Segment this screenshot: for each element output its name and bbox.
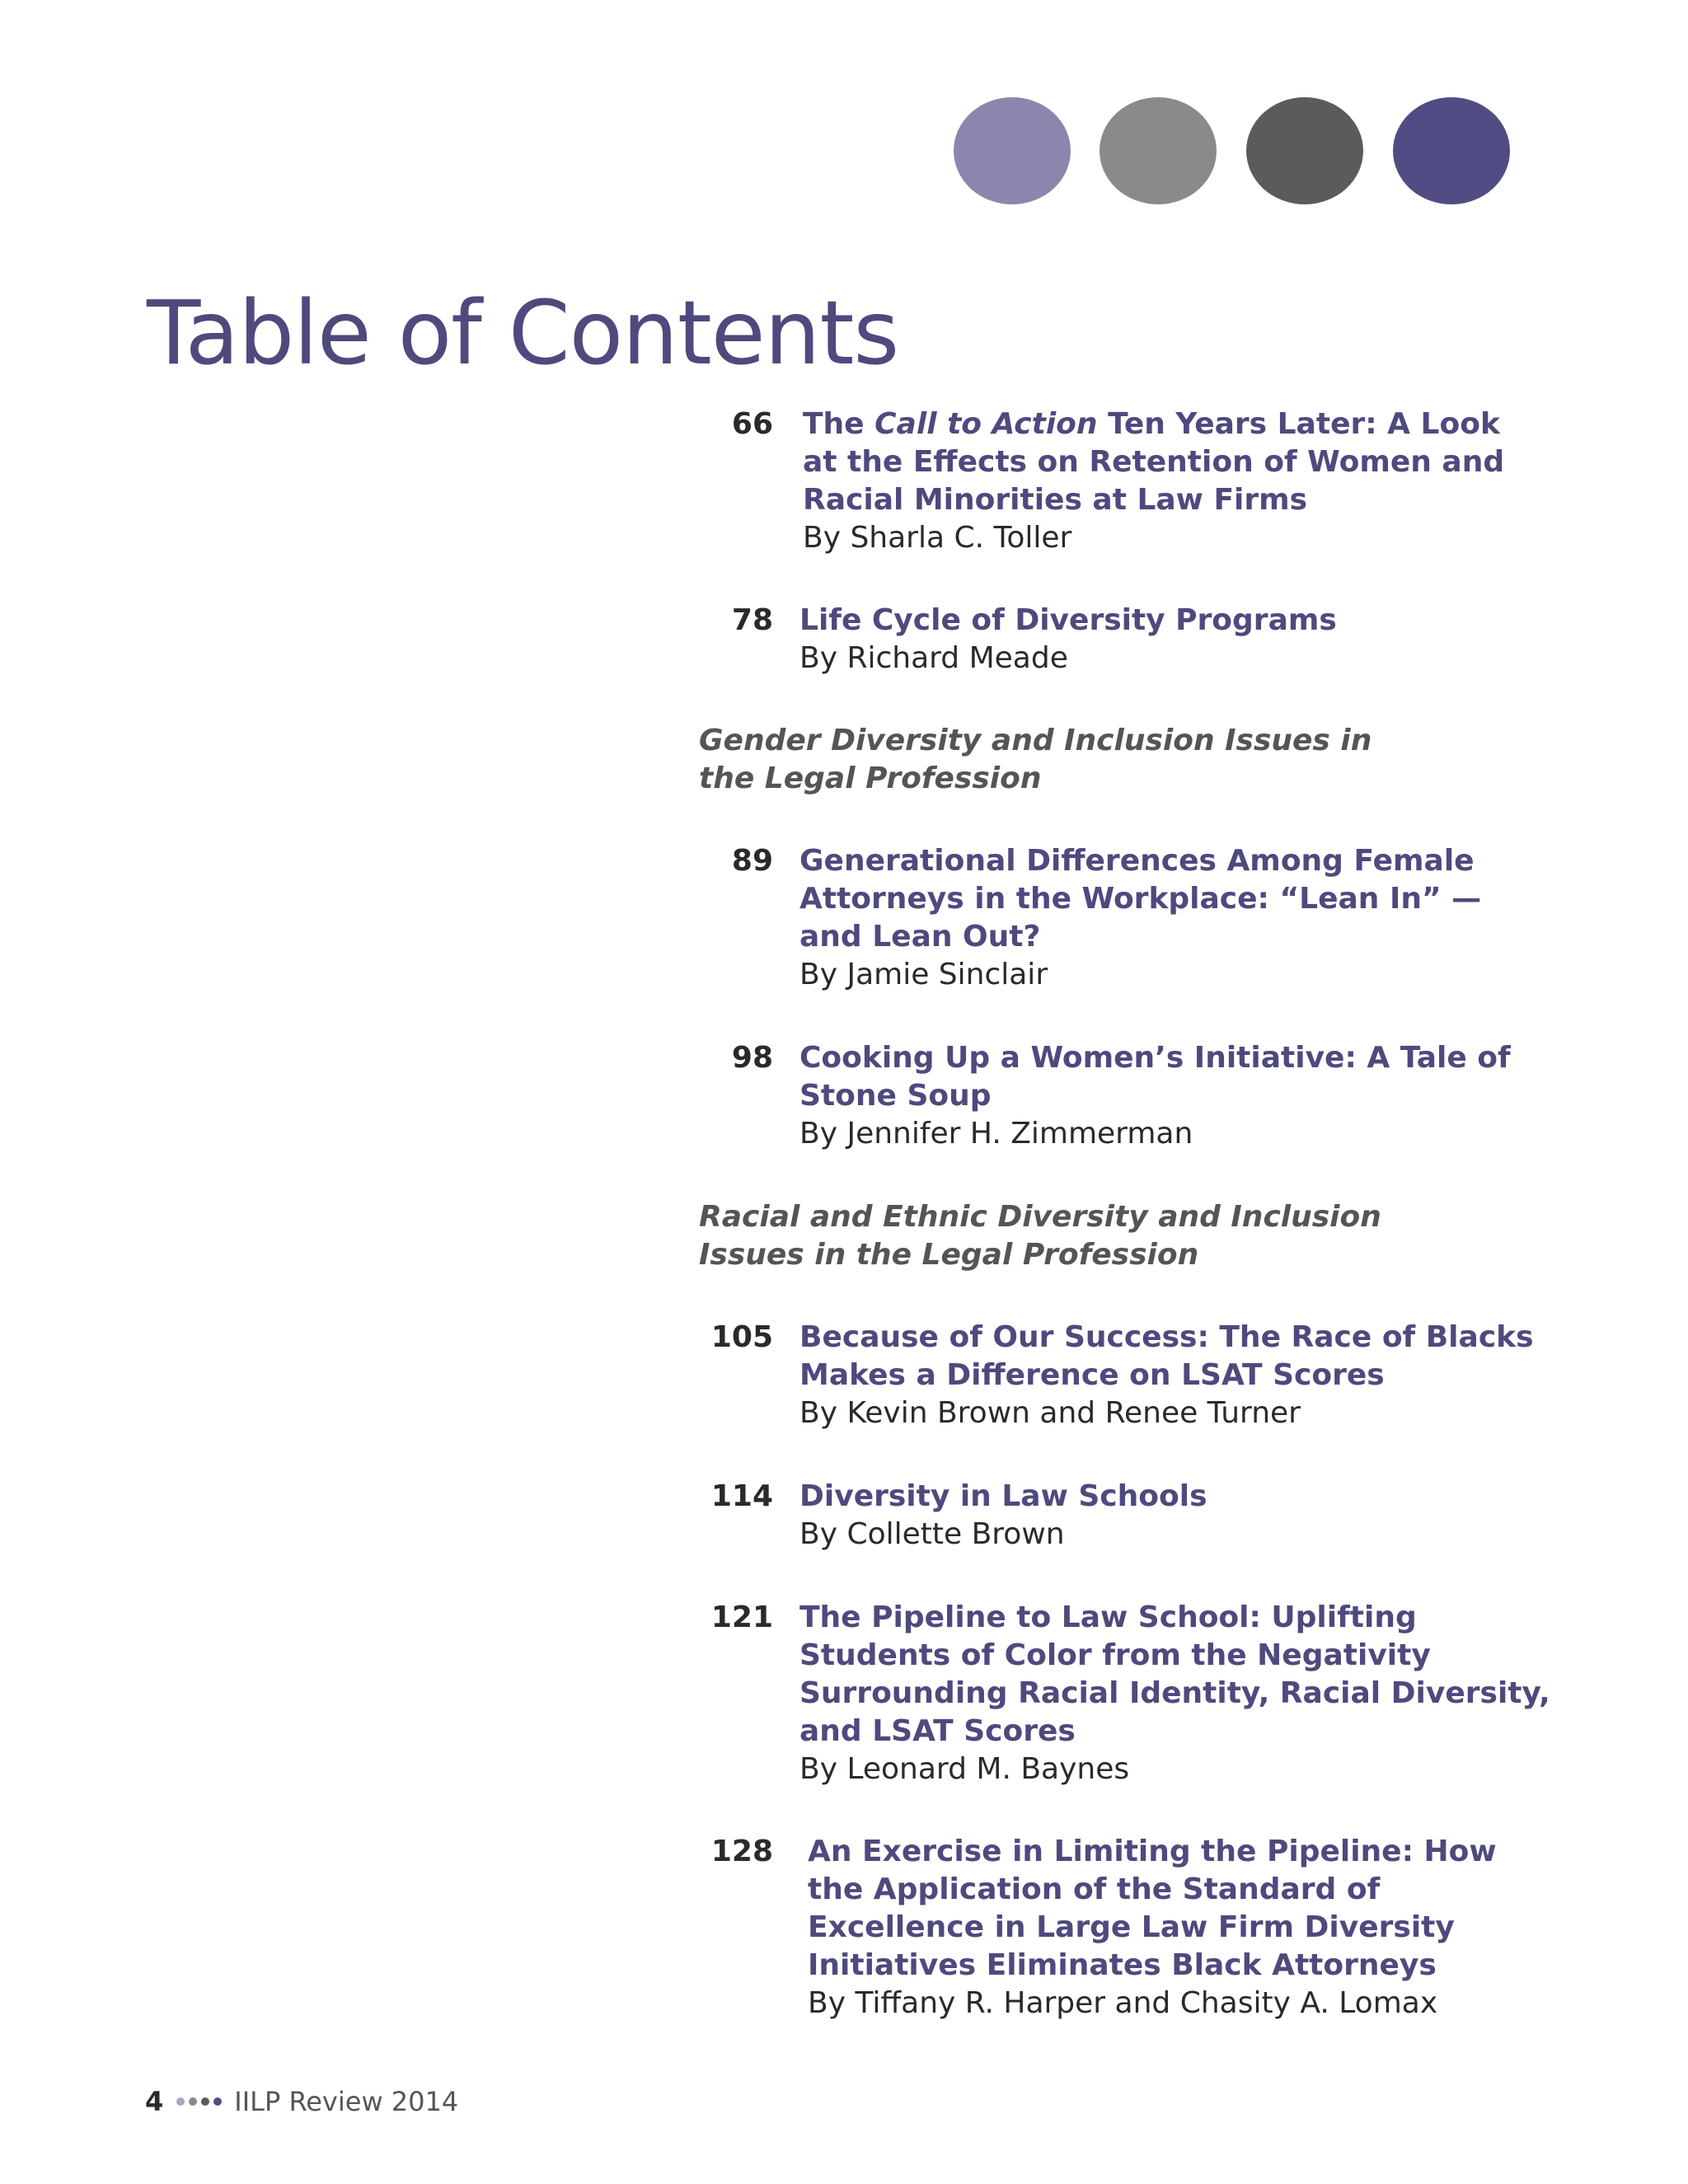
footer-dot-icon: [201, 2097, 209, 2106]
footer-publication: IILP Review 2014: [234, 2086, 459, 2117]
toc-section-heading: Racial and Ethnic Diversity and Inclusion Issues in the Legal Profession: [699, 1200, 1381, 1272]
toc-title-line: Initiatives Eliminates Black Attorneys: [808, 1948, 1437, 1982]
decor-dot-darkgray: [1246, 97, 1363, 204]
page-title: Table of Contents: [147, 283, 899, 385]
toc-title-line: Cooking Up a Women’s Initiative: A Tale of: [799, 1041, 1511, 1075]
toc-page-number: 105: [710, 1320, 773, 1354]
toc-title-line: An Exercise in Limiting the Pipeline: How: [808, 1835, 1497, 1868]
toc-title-line: the Application of the Standard of: [808, 1872, 1381, 1906]
toc-title-line: Diversity in Law Schools: [799, 1479, 1207, 1513]
decor-dot-gray: [1100, 97, 1217, 204]
toc-title-line: Attorneys in the Workplace: “Lean In” —: [799, 882, 1482, 916]
toc-title-line: Excellence in Large Law Firm Diversity: [808, 1910, 1455, 1944]
toc-title-line: Students of Color from the Negativity: [799, 1638, 1431, 1672]
toc-author: By Jamie Sinclair: [799, 958, 1048, 991]
toc-title-line: The Call to Action Ten Years Later: A Look: [803, 407, 1500, 441]
toc-page-number: 114: [710, 1479, 773, 1513]
toc-author: By Richard Meade: [799, 641, 1068, 675]
footer-dot-icon: [213, 2097, 222, 2106]
toc-title-line: Life Cycle of Diversity Programs: [799, 603, 1337, 637]
toc-author: By Collette Brown: [799, 1517, 1065, 1551]
toc-author: By Kevin Brown and Renee Turner: [799, 1396, 1301, 1430]
toc-page-number: 98: [731, 1041, 773, 1075]
toc-title-line: and Lean Out?: [799, 920, 1041, 954]
toc-page-number: 66: [731, 407, 773, 441]
toc-page-number: 78: [731, 603, 773, 637]
footer-dot-icon: [189, 2097, 197, 2106]
toc-title-line: Generational Differences Among Female: [799, 844, 1475, 878]
toc-title-line: Surrounding Racial Identity, Racial Diversity,: [799, 1676, 1550, 1710]
toc-section-heading: Gender Diversity and Inclusion Issues in the Legal Profession: [699, 724, 1372, 795]
toc-author: By Tiffany R. Harper and Chasity A. Lomax: [808, 1986, 1438, 2020]
toc-author: By Sharla C. Toller: [803, 521, 1072, 555]
toc-title-line: Makes a Difference on LSAT Scores: [799, 1358, 1385, 1392]
toc-page-number: 89: [731, 844, 773, 878]
footer-dot-icon: [176, 2097, 185, 2106]
toc-author: By Leonard M. Baynes: [799, 1752, 1130, 1786]
page-footer: [145, 2085, 458, 2118]
toc-title-line: and LSAT Scores: [799, 1714, 1076, 1748]
toc-title-line: at the Effects on Retention of Women and: [803, 445, 1505, 479]
toc-title-line: The Pipeline to Law School: Uplifting: [799, 1601, 1417, 1634]
toc-page-number: 128: [710, 1835, 773, 1868]
toc-title-line: Because of Our Success: The Race of Blacks: [799, 1320, 1534, 1354]
footer-page-number: 4: [145, 2086, 164, 2117]
toc-title-line: Stone Soup: [799, 1079, 992, 1113]
decor-dot-purple: [1393, 97, 1510, 204]
toc-title-line: Racial Minorities at Law Firms: [803, 483, 1308, 517]
toc-title-italic: Call to Action: [874, 407, 1098, 441]
toc-author: By Jennifer H. Zimmerman: [799, 1117, 1193, 1151]
toc-page-number: 121: [710, 1601, 773, 1634]
decor-dot-lavender: [954, 97, 1071, 204]
